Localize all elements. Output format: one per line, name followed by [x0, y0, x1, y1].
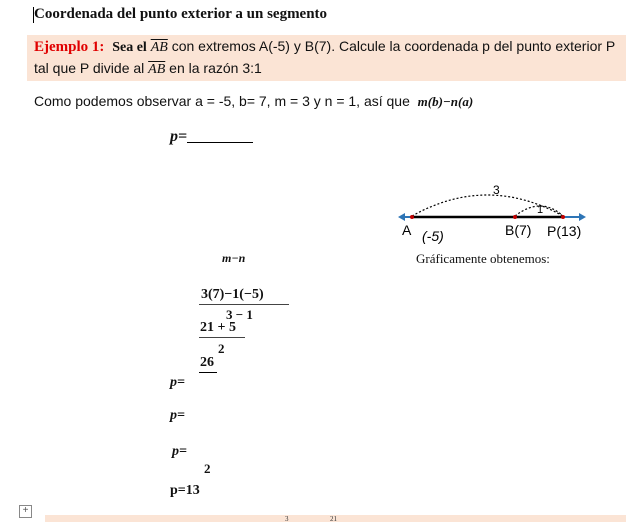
- fraction-1-bar: [199, 304, 289, 305]
- fraction-1-denominator: 3 − 1: [226, 307, 253, 322]
- fraction-2-numerator: 21 + 5: [200, 320, 236, 335]
- left-arrowhead: [398, 213, 405, 221]
- bottom-text-left: 3: [285, 515, 289, 523]
- final-result: p=13: [170, 483, 200, 498]
- number-line-diagram: [395, 180, 605, 248]
- observation-line: [34, 93, 473, 110]
- label-a-value: (-5): [422, 228, 444, 244]
- bottom-text-right: 21: [330, 515, 337, 523]
- p-blank-label: p=: [170, 128, 188, 145]
- segment-ab: $\overline{AB}$: [150, 40, 168, 55]
- fraction-2-bar: [199, 337, 245, 338]
- example-line-1-text: con extremos A(-5) y B(7). Calcule la coordenada p del punto exterior P: [171, 38, 616, 54]
- example-line-1: [34, 38, 615, 56]
- segment-ab-2: $\overline{AB}$: [148, 62, 166, 77]
- arc-small-label: 1: [537, 204, 544, 216]
- step-p-3: p=: [172, 444, 187, 459]
- step-p-1: p=: [170, 375, 185, 390]
- point-a: [410, 215, 414, 219]
- observation-text: Como podemos observar a = -5, b= 7, m = 3 y n = 1, así que: [34, 93, 410, 109]
- step-p-2: p=: [170, 408, 185, 423]
- denominator-label: m−n: [222, 251, 246, 265]
- example-sea: Sea el: [112, 40, 147, 55]
- observation-formula: m(b)−n(a): [417, 94, 474, 109]
- label-b: B(7): [505, 222, 532, 238]
- graph-caption: Gráficamente obtenemos:: [416, 251, 550, 266]
- fraction-1-numerator: 3(7)−1(−5): [201, 287, 264, 302]
- fraction-3-denominator: 2: [204, 461, 211, 476]
- label-a: A: [402, 222, 412, 238]
- document-heading: Coordenada del punto exterior a un segmento: [34, 6, 328, 22]
- example-line-2: [34, 60, 262, 78]
- example-line-2-start: tal que P divide al: [34, 60, 145, 76]
- fraction-3-bar: [199, 372, 217, 373]
- arc-big-label: 3: [493, 183, 500, 197]
- fraction-2-denominator: 2: [218, 341, 225, 356]
- point-p: [561, 215, 565, 219]
- point-b: [513, 215, 517, 219]
- example-label: Ejemplo 1:: [34, 39, 105, 55]
- blank-line: [187, 142, 253, 143]
- right-arrowhead: [579, 213, 586, 221]
- example-line-2-end: en la razón 3:1: [169, 60, 262, 76]
- fraction-3-numerator: 26: [200, 355, 214, 370]
- label-p: P(13): [547, 223, 582, 239]
- p-blank: [170, 128, 253, 146]
- table-move-handle[interactable]: +: [19, 505, 32, 518]
